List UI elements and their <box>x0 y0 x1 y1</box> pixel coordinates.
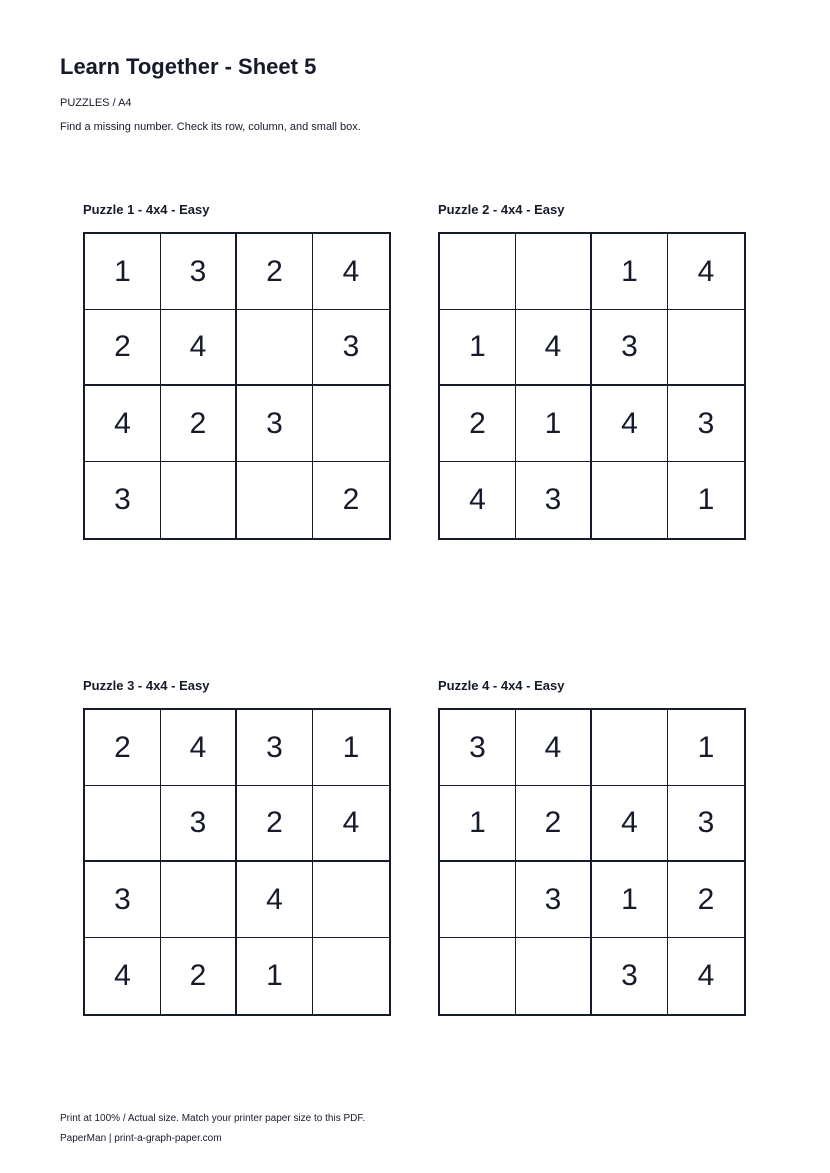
grid-cell: 4 <box>592 386 668 462</box>
grid-cell <box>440 862 516 938</box>
grid-cell <box>516 234 592 310</box>
grid-cell <box>161 462 237 538</box>
grid-cell: 1 <box>592 234 668 310</box>
grid-cell: 2 <box>440 386 516 462</box>
page-subtitle: PUZZLES / A4 <box>60 97 132 109</box>
grid-cell: 4 <box>85 386 161 462</box>
grid-cell: 1 <box>668 710 744 786</box>
grid-cell: 1 <box>440 310 516 386</box>
grid-cell: 3 <box>440 710 516 786</box>
instructions-text: Find a missing number. Check its row, column, and small box. <box>60 121 361 133</box>
grid-cell: 4 <box>313 786 389 862</box>
grid-cell: 4 <box>237 862 313 938</box>
grid-cell <box>161 862 237 938</box>
puzzle-4-label: Puzzle 4 - 4x4 - Easy <box>438 678 565 693</box>
grid-cell <box>440 938 516 1014</box>
puzzle-2-label: Puzzle 2 - 4x4 - Easy <box>438 202 565 217</box>
grid-cell: 2 <box>342 483 360 516</box>
grid-cell: 3 <box>592 310 668 386</box>
grid-cell: 2 <box>237 234 313 310</box>
grid-cell: 4 <box>161 710 237 786</box>
puzzle-2-grid <box>438 232 746 540</box>
grid-cell <box>592 710 668 786</box>
grid-cell: 2 <box>85 710 161 786</box>
grid-cell: 1 <box>313 710 389 786</box>
grid-cell: 4 <box>592 786 668 862</box>
grid-cell <box>313 938 389 1014</box>
grid-cell <box>237 462 313 538</box>
grid-cell: 3 <box>85 862 161 938</box>
puzzle-3-grid <box>83 708 391 1016</box>
grid-cell: 3 <box>516 462 592 538</box>
grid-cell: 3 <box>161 786 237 862</box>
grid-cell <box>440 234 516 310</box>
grid-cell: 3 <box>85 462 161 538</box>
grid-cell: 4 <box>516 310 592 386</box>
grid-cell <box>85 786 161 862</box>
grid-cell: 3 <box>592 938 668 1014</box>
grid-cell: 4 <box>440 462 516 538</box>
grid-cell <box>592 462 668 538</box>
grid-cell: 3 <box>161 234 237 310</box>
grid-cell: 2 <box>85 310 161 386</box>
grid-cell: 3 <box>237 386 313 462</box>
footer-brand: PaperMan | print-a-graph-paper.com <box>60 1133 222 1144</box>
grid-cell: 3 <box>516 862 592 938</box>
grid-cell: 4 <box>668 234 744 310</box>
grid-cell: 1 <box>237 938 313 1014</box>
puzzle-4-grid <box>438 708 746 1016</box>
grid-cell <box>516 938 592 1014</box>
grid-cell: 3 <box>668 386 744 462</box>
puzzle-1-label: Puzzle 1 - 4x4 - Easy <box>83 202 210 217</box>
grid-cell: 1 <box>440 786 516 862</box>
grid-cell: 4 <box>313 234 389 310</box>
grid-cell: 2 <box>237 786 313 862</box>
grid-cell: 3 <box>237 710 313 786</box>
print-instructions: Print at 100% / Actual size. Match your printer paper size to this PDF. <box>60 1113 366 1124</box>
grid-cell <box>668 310 744 386</box>
grid-cell: 3 <box>313 310 389 386</box>
puzzle-3-label: Puzzle 3 - 4x4 - Easy <box>83 678 210 693</box>
grid-cell: 2 <box>161 386 237 462</box>
grid-cell <box>313 386 389 462</box>
grid-cell: 1 <box>85 234 161 310</box>
grid-cell: 2 <box>161 938 237 1014</box>
grid-cell: 1 <box>697 483 715 516</box>
grid-cell: 4 <box>697 959 715 992</box>
grid-cell <box>313 862 389 938</box>
grid-cell <box>237 310 313 386</box>
page-title: Learn Together - Sheet 5 <box>60 54 317 79</box>
grid-cell: 4 <box>161 310 237 386</box>
puzzle-1-grid <box>83 232 391 540</box>
grid-cell: 1 <box>516 386 592 462</box>
grid-cell: 2 <box>668 862 744 938</box>
grid-cell: 4 <box>85 938 161 1014</box>
grid-cell: 1 <box>592 862 668 938</box>
grid-cell: 2 <box>516 786 592 862</box>
grid-cell: 4 <box>516 710 592 786</box>
grid-cell: 3 <box>668 786 744 862</box>
